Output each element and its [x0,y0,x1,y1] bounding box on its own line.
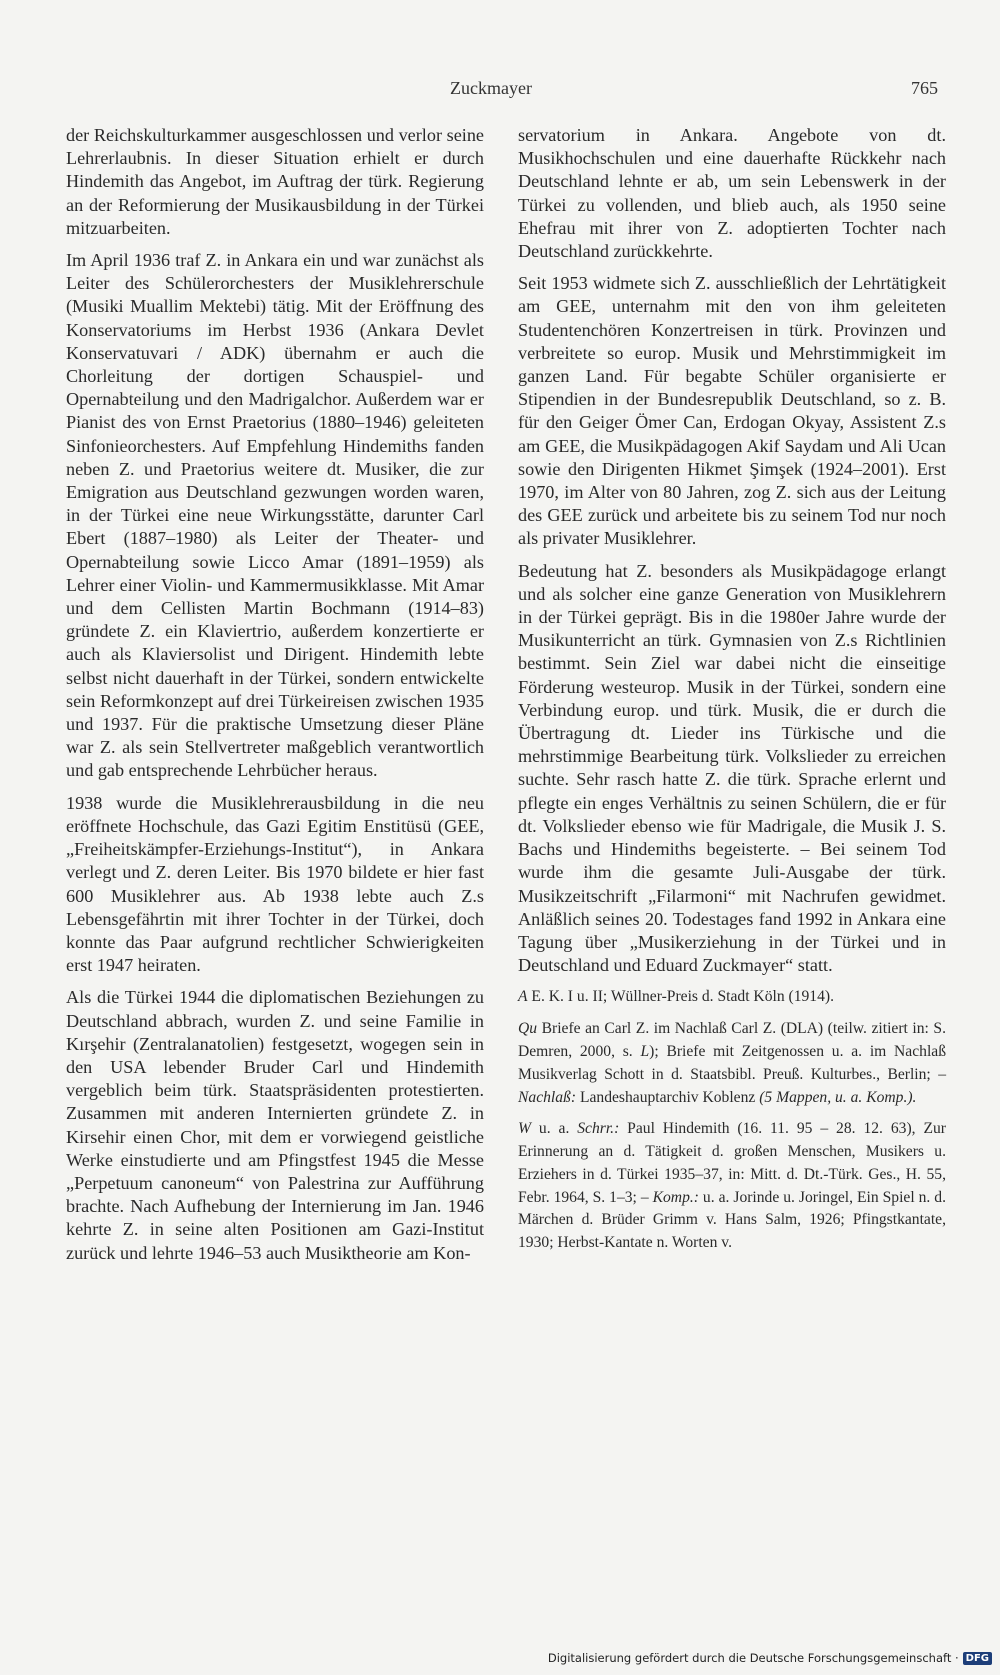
reference-sources [518,1018,946,1109]
reference-text: u. a. Jorinde u. Joringel, Ein Spiel n. d. Märchen d. Brüder Grimm v. Hans Salm, 1926; Pfingstkantate, 1930; Herbst-Kantate n. Worten v. [518,1188,946,1252]
reference-label: Nachlaß: [518,1088,577,1106]
paragraph: Im April 1936 traf Z. in Ankara ein und war zunächst als Leiter des Schülerorchesters der Musiklehrerschule (Musiki Muallim Mektebi) tätig. Mit der Eröffnung des Konservatoriums im Herbst 1936 (Ankara Devlet Konservatuvari / ADK) übernahm er auch die Chorleitung der dortigen Schauspiel- und Opernabteilung und den Madrigalchor. Außerdem war er Pianist des von Ernst Praetorius (1880–1946) geleiteten Sinfonieorchesters. Auf Empfehlung Hindemiths fanden neben Z. und Praetorius weitere dt. Musiker, die zur Emigration aus Deutschland gezwungen worden waren, in der Türkei eine neue Wirkungsstätte, darunter Carl Ebert (1887–1980) als Leiter der Theater- und Opernabteilung sowie Licco Amar (1891–1959) als Lehrer einer Violin- und Kammermusikklasse. Mit Amar und dem Cellisten Martin Bochmann (1914–83) gründete Z. ein Klaviertrio, außerdem konzertierte er auch als Klaviersolist und Dirigent. Hindemith lebte selbst nicht dauerhaft in der Türkei, sondern entwickelte sein Reformkonzept auf drei Türkeireisen zwischen 1935 und 1937. Für die praktische Umsetzung dieser Pläne war Z. als sein Stellvertreter maßgeblich verantwortlich und gab entsprechende Lehrbücher heraus. [66,250,484,781]
reference-text: E. K. I u. II; Wüllner-Preis d. Stadt Köln (1914). [527,988,834,1006]
sigle-w: W [518,1120,531,1138]
sigle-a: A [518,988,528,1006]
reference-text: Landeshauptarchiv Koblenz [576,1088,760,1106]
left-column [66,124,484,1274]
reference-text: u. a. [531,1120,578,1138]
sigle-qu: Qu [518,1020,538,1038]
running-head: Zuckmayer [450,78,532,98]
reference-text: ); Briefe mit Zeitgenossen u. a. im Nachlaß Musikverlag Schott in d. Staatsbibl. Preuß. Kulturbes., Berlin; – [518,1042,946,1083]
credit-text: Digitalisierung gefördert durch die Deutsche Forschungsgemeinschaft · [547,1651,959,1665]
dfg-logo: DFG [963,1652,992,1665]
reference-text: Briefe an Carl Z. im Nachlaß Carl Z. (DLA) (teilw. zitiert in: S. Demren, 2000, s. [518,1020,946,1060]
paragraph: 1938 wurde die Musiklehrerausbildung in die neu eröffnete Hochschule, das Gazi Egitim Enstitüsü (GEE, „Freiheitskämpfer-Erziehungs-Institut“), in Ankara verlegt und Z. deren Leiter. Bis 1970 bildete er hier fast 600 Musiklehrer aus. Ab 1938 lebte auch Z.s Lebensgefährtin mit ihrer Tochter in der Türkei, doch konnte das Paar aufgrund rechtlicher Schwierigkeiten erst 1947 heiraten. [66,792,484,976]
reference-label: Komp.: [652,1188,699,1206]
page-number: 765 [911,78,938,98]
paragraph: der Reichskulturkammer ausgeschlossen und verlor seine Lehrerlaubnis. In dieser Situation erhielt er durch Hindemith das Angebot, im Auftrag der türk. Regierung an der Reformierung der Musikausbildung in der Türkei mitzuarbeiten. [66,125,484,238]
reference-label: Schrr.: [577,1120,620,1138]
reference-awards [518,986,946,1009]
reference-emphasis: L [640,1042,650,1060]
paragraph: Bedeutung hat Z. besonders als Musikpädagoge erlangt und als solcher eine ganze Generation von Musiklehrern in der Türkei geprägt. Bis in die 1980er Jahre wurde der Musikunterricht an türk. Gymnasien von Z.s Richtlinien bestimmt. Sein Ziel war dabei nicht die einseitige Förderung westeurop. Musik in der Türkei, sondern eine Verbindung europ. und türk. Musik, die er durch die Übertragung dt. Lieder ins Türkische und die mehrstimmige Bearbeitung türk. Volkslieder zu erreichen suchte. Sehr rasch hatte Z. die türk. Sprache erlernt und pflegte ein enges Verhältnis zu seinen Schülern, die er für dt. Volkslieder ebenso wie für Madrigale, die Musik J. S. Bachs und Hindemiths begeisterte. – Bei seinem Tod wurde ihm die gesamte Juli-Ausgabe der türk. Musikzeitschrift „Filarmoni“ mit Nachrufen gewidmet. Anläßlich seines 20. Todestages fand 1992 in Ankara eine Tagung über „Musikerziehung in der Türkei und in Deutschland und Eduard Zuckmayer“ statt. [518,560,946,976]
right-column [518,124,946,1264]
digitization-credit [548,1651,992,1665]
paragraph: servatorium in Ankara. Angebote von dt. Musikhochschulen und eine dauerhafte Rückkehr nach Deutschland lehnte er ab, um sein Lebenswerk in der Türkei zu vollenden, und blieb auch, als 1950 seine Ehefrau mit ihrer von Z. adoptierten Tochter nach Deutschland zurückkehrte. [518,125,946,262]
paragraph: Als die Türkei 1944 die diplomatischen Beziehungen zu Deutschland abbrach, wurden Z. und seine Familie in Kırşehir (Zentralanatolien) festgesetzt, wogegen sein in den USA lebender Bruder Carl und Hindemith vergeblich beim türk. Staatspräsidenten protestierten. Zusammen mit anderen Internierten gründete Z. in Kirsehir einen Chor, mit dem er vorwiegend geistliche Werke einstudierte und am Pfingstfest 1945 die Messe „Perpetuum canoneum“ von Palestrina zur Aufführung brachte. Nach Aufhebung der Internierung im Jan. 1946 kehrte Z. in seine alten Positionen am Gazi-Institut zurück und lehrte 1946–53 auch Musiktheorie am Kon- [66,987,484,1263]
reference-text: Paul Hindemith (16. 11. 95 – 28. 12. 63), Zur Erinnerung an d. Tätigkeit d. großen Menschen, Musikers u. Erziehers in d. Türkei 1935–37, in: Mitt. d. Dt.-Türk. Ges., H. 55, Febr. 1964, S. 1–3; – [518,1120,946,1206]
reference-emphasis: (5 Mappen, u. a. Komp.). [759,1088,917,1106]
reference-works [518,1118,946,1255]
paragraph: Seit 1953 widmete sich Z. ausschließlich der Lehrtätigkeit am GEE, unternahm mit den von ihm geleiteten Studentenchören Konzertreisen in türk. Provinzen und verbreitete so europ. Musik und Mehrstimmigkeit im ganzen Land. Für begabte Schüler organisierte er Stipendien in der Bundesrepublik Deutschland, so z. B. für den Geiger Ömer Can, Erdogan Okyay, Assistent Z.s am GEE, die Musikpädagogen Akif Saydam und Ali Ucan sowie den Dirigenten Hikmet Şimşek (1924–2001). Erst 1970, im Alter von 80 Jahren, zog Z. sich aus der Leitung des GEE zurück und arbeitete bis zu seinem Tod nur noch als privater Musiklehrer. [518,273,946,549]
